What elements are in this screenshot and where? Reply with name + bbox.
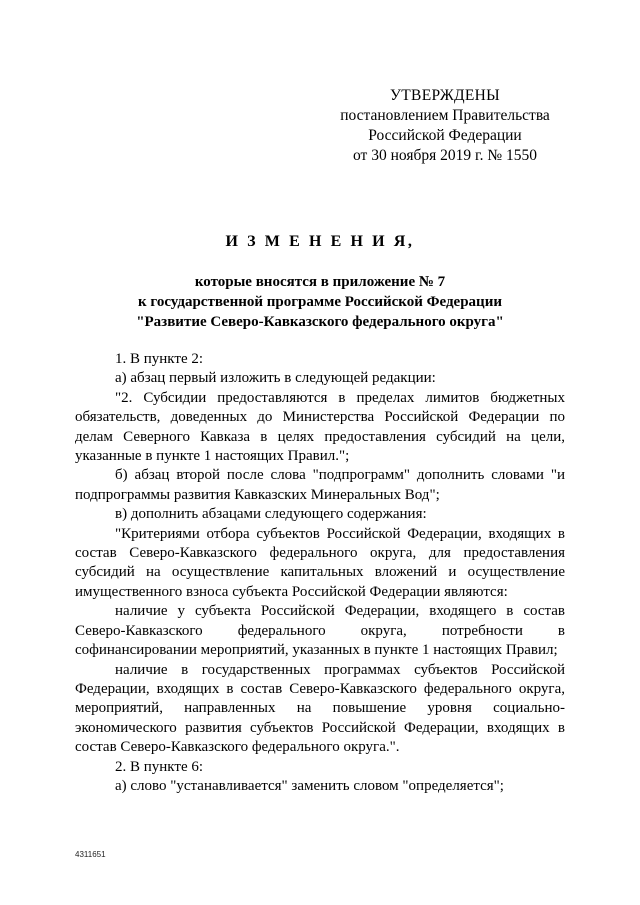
approval-line-1: постановлением Правительства (340, 107, 550, 124)
paragraph-item-2: 2. В пункте 6: (115, 758, 204, 775)
title-line-3: "Развитие Северо-Кавказского федерального округа" (136, 314, 504, 330)
document-body (75, 350, 565, 796)
approval-line-2: Российской Федерации (368, 127, 522, 144)
paragraph-item-1a: а) абзац первый изложить в следующей редакции: (115, 370, 436, 387)
document-title (75, 232, 565, 332)
document-code: 4311651 (75, 850, 106, 859)
title-main: И З М Е Н Е Н И Я, (225, 233, 415, 250)
paragraph-item-2a: а) слово "устанавливается" заменить словом "определяется"; (115, 777, 504, 794)
paragraph-quoted-2: "2. Субсидии предоставляются в пределах лимитов бюджетных обязательств, доведенных до Министерства Российской Федерации по делам Северного Кавказа в целях предоставления субсидий на цели, указанные в пункте 1 настоящих Правил."; (75, 389, 565, 465)
paragraph-item-1b: б) абзац второй после слова "подпрограмм" дополнить словами "и подпрограммы развития Кавказских Минеральных Вод"; (75, 467, 565, 503)
title-line-1: которые вносятся в приложение № 7 (194, 274, 446, 290)
paragraph-criterion-1: наличие у субъекта Российской Федерации, входящего в состав Северо-Кавказского федерального округа, потребности в софинансировании мероприятий, указанных в пункте 1 настоящих Правил; (75, 603, 565, 659)
approval-line-3: от 30 ноября 2019 г. № 1550 (353, 147, 537, 164)
paragraph-criterion-2: наличие в государственных программах субъектов Российской Федерации, входящих в состав Северо-Кавказского федерального округа, мероприятий, направленных на повышение уровня социально-экономического развития субъектов Российской Федерации, входящих в состав Северо-Кавказского федерального округа.". (75, 661, 565, 756)
title-line-2: к государственной программе Российской Федерации (138, 294, 502, 310)
approval-stamp (330, 86, 560, 166)
approval-heading: УТВЕРЖДЕНЫ (390, 87, 500, 104)
paragraph-criteria: "Критериями отбора субъектов Российской Федерации, входящих в состав Северо-Кавказского федерального округа, для предоставления субсидий на осуществление капитальных вложений и осуществление имущественного взноса субъекта Российской Федерации являются: (75, 525, 565, 600)
paragraph-item-1: 1. В пункте 2: (115, 351, 204, 367)
paragraph-item-1c: в) дополнить абзацами следующего содержания: (115, 506, 427, 523)
